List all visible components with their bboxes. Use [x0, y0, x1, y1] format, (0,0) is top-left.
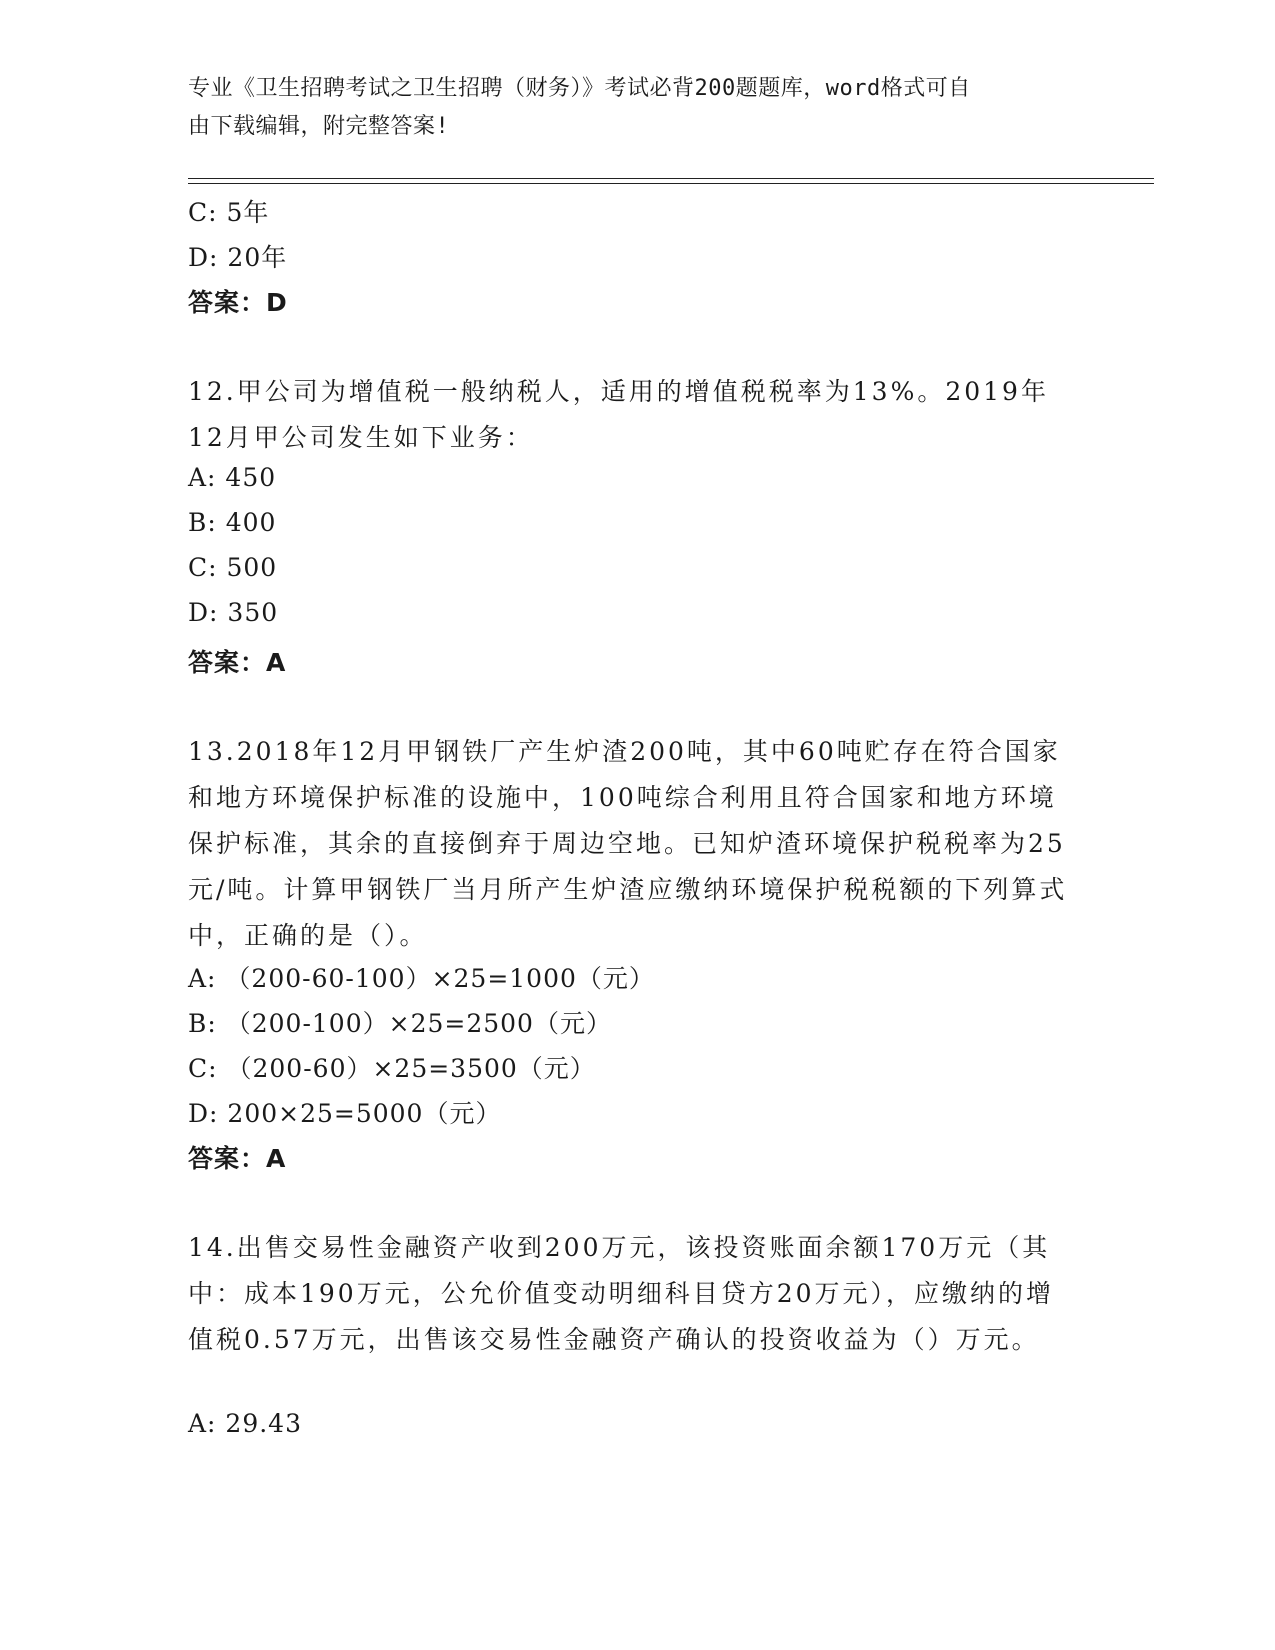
q13-option-b: B: （200-100）×25=2500（元）: [188, 1009, 612, 1038]
prev-option-c: C: 5年: [188, 198, 270, 227]
q13-option-c: C: （200-60）×25=3500（元）: [188, 1054, 596, 1083]
q12-option-d: D: 350: [188, 598, 279, 627]
q13-answer: 答案：A: [188, 1144, 287, 1173]
question-12-text: 12.甲公司为增值税一般纳税人，适用的增值税税率为13%。2019年12月甲公司发生如下业务：: [188, 377, 1049, 452]
q13-option-a: A: （200-60-100）×25=1000（元）: [188, 964, 655, 993]
q14-option-a: A: 29.43: [188, 1409, 302, 1438]
q12-option-b: B: 400: [188, 508, 277, 537]
q13-option-d: D: 200×25=5000（元）: [188, 1099, 502, 1128]
prev-option-d: D: 20年: [188, 243, 288, 272]
document-header: [188, 70, 1068, 146]
header-line-2: 由下载编辑，附完整答案!: [188, 114, 450, 139]
header-divider-bottom: [188, 183, 1154, 184]
q12-option-a: A: 450: [188, 463, 277, 492]
q12-option-c: C: 500: [188, 553, 278, 582]
question-13-text: 13.2018年12月甲钢铁厂产生炉渣200吨，其中60吨贮存在符合国家和地方环境保护标准的设施中，100吨综合利用且符合国家和地方环境保护标准，其余的直接倒弃于周边空地。已知炉渣环境保护税税率为25元/吨。计算甲钢铁厂当月所产生炉渣应缴纳环境保护税税额的下列算式中，正确的是（）。: [188, 737, 1068, 950]
header-line-1: 专业《卫生招聘考试之卫生招聘（财务）》考试必背200题题库，word格式可自: [188, 76, 971, 101]
prev-answer: 答案：D: [188, 288, 288, 317]
question-14-text: 14.出售交易性金融资产收到200万元，该投资账面余额170万元（其中：成本190万元，公允价值变动明细科目贷方20万元），应缴纳的增值税0.57万元，出售该交易性金融资产确认的投资收益为（）万元。: [188, 1233, 1055, 1354]
header-divider-top: [188, 178, 1154, 179]
q12-answer: 答案：A: [188, 648, 287, 677]
